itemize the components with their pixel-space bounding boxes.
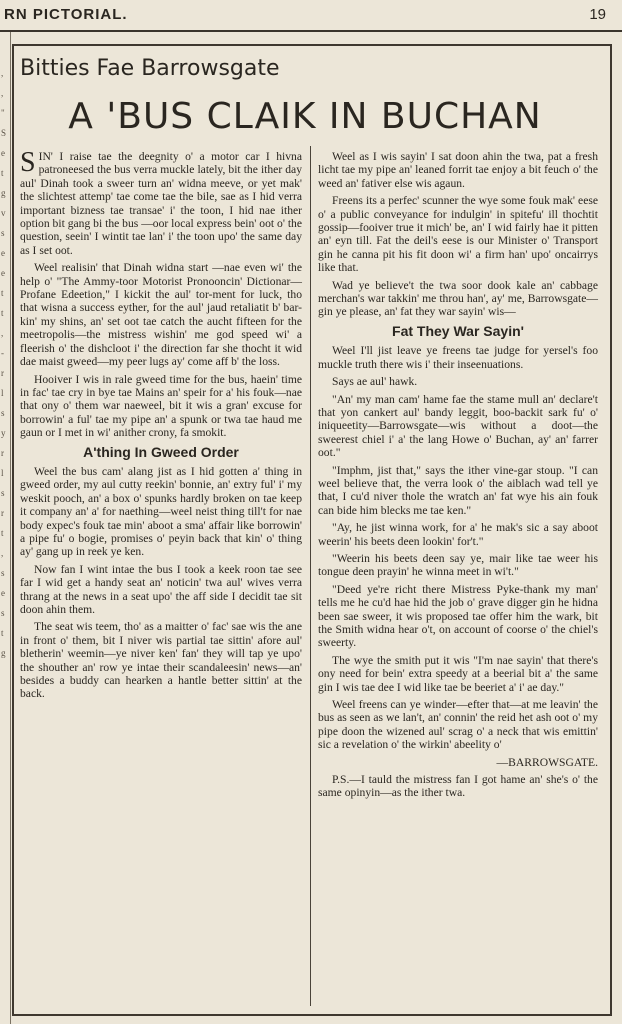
article-column-left: [20, 147, 302, 705]
article-headline: A 'BUS CLAIK IN BUCHAN: [68, 96, 542, 137]
paragraph: Weel I'll jist leave ye freens tae judge for yersel's foo muckle truth there wis i' their inseenuations.: [318, 344, 598, 371]
margin-fragment: e: [1, 588, 5, 598]
paragraph: Says ae aul' hawk.: [332, 375, 418, 389]
paragraph: Freens its a perfec' scunner the wye some fouk mak' eese o' a public conveyance for indulgin' in spitefu' ill thochtit gossip—fooiver true it mich' be, an' I wid fairly hae it pitten an' eyn till. Fat the deil's eese is our Minister o' Transport gin he canna pit his fit doon wi' a firm han' upo' oncairrys like that.: [318, 194, 598, 275]
paragraph: Wad ye believe't the twa soor dook kale an' cabbage merchan's war takkin' me throu han', ay' me, Barrowsgate—gin ye please, an' fat they war sayin' wis—: [318, 278, 598, 319]
subheading: A'thing In Gweed Order: [83, 443, 239, 460]
margin-fragment: t: [1, 288, 4, 298]
margin-fragment: s: [1, 408, 5, 418]
margin-fragment: s: [1, 568, 5, 578]
article-kicker: Bitties Fae Barrowsgate: [20, 56, 280, 81]
margin-fragment: v: [1, 208, 6, 218]
margin-fragment: s: [1, 608, 5, 618]
postscript: P.S.—I tauld the mistress fan I got hame an' she's o' the same opinyin—as the ither twa.: [318, 773, 598, 800]
margin-fragment: l: [1, 388, 4, 398]
subheading: Fat They War Sayin': [392, 322, 524, 339]
margin-fragment: l: [1, 468, 4, 478]
paragraph: The seat wis teem, tho' as a maitter o' fac' sae wis the ane in front o' them, bit I niver wis partial tae sittin' afore aul' bletherin' weemin—ye niver ken' fan' they will tap ye upo' the shouther an' row ye intae their scandaleesin' news—an' besides a buddy can hearken a hantle better sittin' at the back.: [20, 620, 302, 701]
paragraph: Weel as I wis sayin' I sat doon ahin the twa, pat a fresh licht tae my pipe an' leaned forrit tae enjoy a bit feuch o' the weed an' fativer else wis agaun.: [318, 150, 598, 190]
margin-fragment: S: [1, 128, 7, 138]
margin-fragment: r: [1, 508, 4, 518]
paragraph: Weel freens can ye winder—efter that—at me leavin' the bus as seen as we lan't, an' connin' the reid het ash oot o' my pipe doon the wizened aul' scrag o' a neck that wis emittin' sic a revelation o' the wirkin' abeelity o': [318, 698, 598, 752]
margin-fragment: ": [1, 108, 5, 118]
margin-fragment: t: [1, 168, 4, 178]
margin-fragment: t: [1, 528, 4, 538]
margin-fragment: r: [1, 368, 4, 378]
margin-fragment: -: [1, 348, 4, 358]
page-number: 19: [589, 6, 606, 23]
masthead: [0, 0, 622, 32]
paragraph: "Deed ye're richt there Mistress Pyke-thank my man' tells me he cu'd hae hid the job o' grave digger gin he hidna been sae sweer, it wis proposed tae offer him the wark, bit the Smith widna hear o't, on account of coorse o' the chiel's sweerty.: [318, 582, 598, 650]
publication-title: RN PICTORIAL.: [4, 6, 128, 23]
margin-fragment: e: [1, 268, 5, 278]
margin-fragment: s: [1, 228, 5, 238]
margin-fragment: r: [1, 448, 4, 458]
paragraph: Hooiver I wis in rale gweed time for the bus, haein' time in fac' tae cry in bye tae Mains an' speir for a' his fouk—nae that ony o' them war naeweel, bit it wis a gran' excuse for borrowin' a ful' tae my pipe an' a spunk or twa tae haud me gaun or I met in wi' anither crony, fa smokit.: [20, 372, 302, 440]
margin-fragment: t: [1, 308, 4, 318]
paragraph: "Ay, he jist winna work, for a' he mak's sic a say aboot weerin' his beets deen lookin' for't.": [318, 521, 598, 548]
paragraph: "Weerin his beets deen say ye, mair like tae weer his tongue deen prayin' he winna meet in wi't.": [318, 551, 598, 579]
margin-fragment: ,: [1, 68, 4, 78]
paragraph: [20, 147, 302, 257]
paragraph: The wye the smith put it wis "I'm nae sayin' that there's ony need for bein' extra speedy at a beerial bit a' the same gin I wis tae dee I wid like tae be beeriet a' i' ae day.": [318, 653, 598, 694]
margin-fragment: ,: [1, 88, 4, 98]
drop-cap: S: [20, 147, 36, 178]
paragraph: Now fan I wint intae the bus I took a keek roon tae see far I wid get a handy seat an' noticin' twa aul' wives verra thrang at the news in a seat upo' the aff side I decidit tae sit doon ahin them.: [20, 562, 302, 616]
paragraph-text: IN' I raise tae the deegnity o' a motor car I hivna patroneesed the bus verra muckle lately, bit the ither day aul' Dinah took a sweer turn an' widna meeve, or yet mak' the slichtest attemp' tae come tae the bile, sae as I hid verra important bizness tae transae' i' the toon, I hid nae ither option bit gang bi the bus —oor local express bein' oot o' the question, seein' I wintit tae lan' i' the toon upo' the same day as I set oot.: [20, 150, 302, 257]
paragraph: Weel the bus cam' alang jist as I hid gotten a' thing in gweed order, my aul cutty reekin' bonnie, an' extry ful' i' my weskit pooch, an' a box o' spunks hardly broken on tae keep it company an' a' for naething—weel neist thing till't for nae body expec's fouk tae min' aboot a sma' affair like borrowin' a pipe fu' o bogie, promises o' peyin back that kin' o' thing ay' gang up in reek ye ken.: [20, 464, 302, 559]
left-margin-fragments: [0, 32, 11, 1024]
margin-fragment: ,: [1, 328, 4, 338]
margin-fragment: s: [1, 488, 5, 498]
margin-fragment: g: [1, 648, 6, 658]
margin-fragment: e: [1, 248, 5, 258]
column-divider: [310, 146, 311, 1006]
paragraph: "Imphm, jist that," says the ither vine-gar stoup. "I can weel believe that, the verra look o' the aiblach wad tell ye that, I cu'd niver thole the wratch an' fat wye his ain fouk can bide him blecks me tae ken.": [318, 463, 598, 517]
paragraph: "An' my man cam' hame fae the stame mull an' declare't that yon cankert aul' bandy leggit, boo-backit sark fu' o' iniqueetity—Barrowsgate—wis without a doot—the sweerest chiel i' a' the lang Howe o' Buchan, ay' an' farrer oot.": [318, 392, 598, 460]
margin-fragment: g: [1, 188, 6, 198]
margin-fragment: y: [1, 428, 6, 438]
article-column-right: [318, 150, 598, 804]
margin-fragment: ,: [1, 548, 4, 558]
margin-fragment: t: [1, 628, 4, 638]
margin-fragment: e: [1, 148, 5, 158]
author-signature: —BARROWSGATE.: [496, 755, 598, 769]
paragraph: Weel realisin' that Dinah widna start —nae even wi' the help o' "The Ammy-toor Motorist Pronooncin' Dictionar—Profane Edeetion," I kickit the aul' tor-ment for luck, tho that wisna a success eyther, for the aul' jaud retaliatit b' bar-kin' my shins, an' set oot tae catch the aucht fifteen for the meetropolis—the mistress wishin' me god speed wi' a fleerish o' the dishcloot i' the direction far she thocht it wid dae maist gweed—my peer lugs ay' come aff b' the loss.: [20, 261, 302, 369]
